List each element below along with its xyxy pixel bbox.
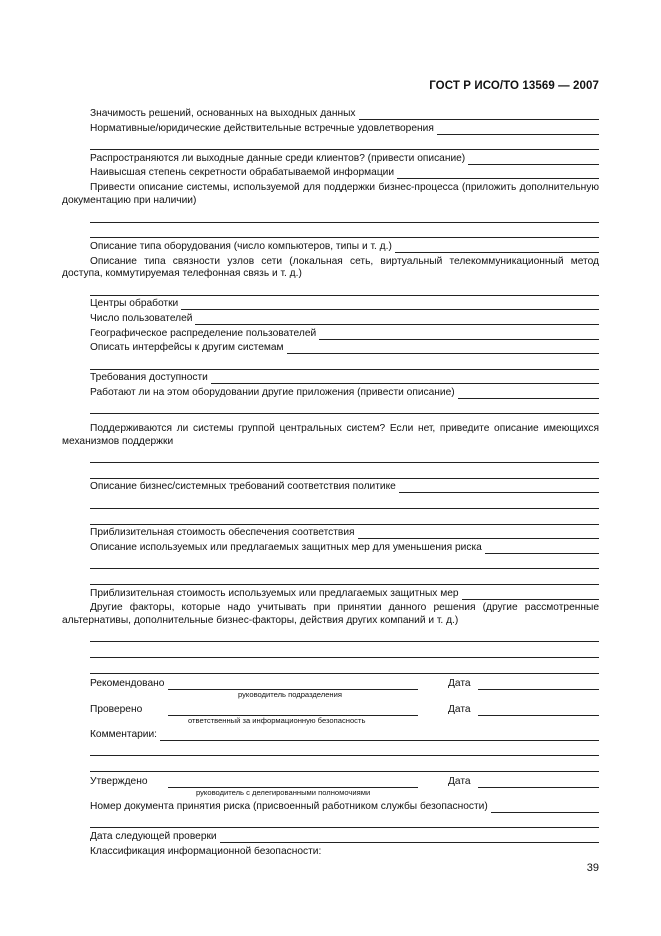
signature-line[interactable] <box>168 778 418 788</box>
field-label: Приблизительная стоимость используемых или предлагаемых защитных мер <box>90 587 459 599</box>
field-label: Нормативные/юридические действительные встречные удовлетворения <box>90 122 434 134</box>
field-geo-distribution <box>62 328 599 340</box>
field-label: Приблизительная стоимость обеспечения соответствия <box>90 527 355 539</box>
blank-line[interactable] <box>90 401 599 414</box>
blank-line[interactable] <box>90 357 599 370</box>
fill-line[interactable] <box>399 483 599 493</box>
page-number: 39 <box>586 862 599 874</box>
fill-line[interactable] <box>468 155 599 165</box>
signature-line[interactable] <box>168 680 418 690</box>
field-central-support: Поддерживаются ли системы группой центральных систем? Если нет, приведите описание имеющихся механизмов поддержки <box>62 423 599 447</box>
fill-line[interactable] <box>181 300 599 310</box>
signature-approved <box>62 776 599 788</box>
field-label: Значимость решений, основанных на выходных данных <box>90 108 356 119</box>
blank-line[interactable] <box>90 466 599 479</box>
fill-line[interactable] <box>211 374 599 384</box>
field-label: Географическое распределение пользователей <box>90 327 317 339</box>
form-content <box>62 108 599 860</box>
field-label: Число пользователей <box>90 312 193 324</box>
field-classification <box>62 846 599 858</box>
blank-line[interactable] <box>90 743 599 756</box>
blank-line[interactable] <box>90 225 599 238</box>
fill-line[interactable] <box>397 169 599 179</box>
fill-line[interactable] <box>358 529 599 539</box>
blank-line[interactable] <box>90 283 599 296</box>
fill-line[interactable] <box>287 344 599 354</box>
blank-line[interactable] <box>90 661 599 674</box>
date-line[interactable] <box>478 778 599 788</box>
field-label: Наивысшая степень секретности обрабатываемой информации <box>90 167 395 179</box>
field-decision-significance <box>62 108 599 120</box>
signature-recommended <box>62 678 599 690</box>
signature-caption: руководитель подразделения <box>238 689 342 699</box>
fill-line[interactable] <box>220 833 599 843</box>
blank-line[interactable] <box>90 815 599 828</box>
signature-line[interactable] <box>168 706 418 716</box>
fill-line[interactable] <box>319 330 599 340</box>
blank-line[interactable] <box>90 556 599 569</box>
field-interfaces <box>62 342 599 354</box>
date-label: Дата <box>448 703 471 715</box>
field-policy-requirements <box>62 481 599 493</box>
field-label: Комментарии: <box>90 728 157 740</box>
signature-checked <box>62 704 599 716</box>
signature-caption: руководитель с делегированными полномочиями <box>196 787 371 797</box>
date-line[interactable] <box>478 680 599 690</box>
field-label: Описать интерфейсы к другим системам <box>90 342 284 354</box>
fill-line[interactable] <box>437 125 599 135</box>
field-label: Привести описание системы, используемой для поддержки бизнес-процесса (приложить дополнительную документацию при наличии) <box>62 181 599 206</box>
fill-line[interactable] <box>359 110 599 120</box>
field-label: Центры обработки <box>90 298 179 310</box>
field-label: Описание используемых или предлагаемых защитных мер для уменьшения риска <box>90 541 482 553</box>
field-user-count <box>62 313 599 325</box>
field-output-distribution <box>62 153 599 165</box>
field-label: Распространяются ли выходные данные среди клиентов? (привести описание) <box>90 152 466 164</box>
date-line[interactable] <box>478 706 599 716</box>
fill-line[interactable] <box>491 803 599 813</box>
field-label: Описание бизнес/системных требований соответствия политике <box>90 481 396 493</box>
field-next-review <box>62 831 599 843</box>
signature-label: Утверждено <box>90 775 148 787</box>
field-network-type: Описание типа связности узлов сети (локальная сеть, виртуальный телекоммуникационный метод доступа, коммутируемая телефонная связь и т. д.) <box>62 255 599 280</box>
date-label: Дата <box>448 775 471 787</box>
fill-line[interactable] <box>462 590 599 600</box>
page-header-standard: ГОСТ Р ИСО/ТО 13569 — 2007 <box>429 80 599 92</box>
blank-line[interactable] <box>90 512 599 525</box>
field-equipment-type <box>62 241 599 253</box>
field-risk-doc-number <box>62 801 599 813</box>
fill-line[interactable] <box>458 389 599 399</box>
field-secrecy-level <box>62 167 599 179</box>
field-label: Номер документа принятия риска (присвоенный работником службы безопасности) <box>90 800 488 812</box>
blank-line[interactable] <box>90 210 599 223</box>
signature-label: Рекомендовано <box>90 677 165 689</box>
field-label: Дата следующей проверки <box>90 830 217 842</box>
field-compliance-cost <box>62 527 599 539</box>
field-system-description <box>62 182 599 207</box>
signature-label: Проверено <box>90 703 143 715</box>
fill-line[interactable] <box>485 544 599 554</box>
blank-line[interactable] <box>90 572 599 585</box>
field-protective-measures <box>62 542 599 554</box>
field-label: Описание типа оборудования (число компьютеров, типы и т. д.) <box>90 240 392 252</box>
field-availability <box>62 372 599 384</box>
field-processing-centers <box>62 298 599 310</box>
field-label: Работают ли на этом оборудовании другие приложения (привести описание) <box>90 386 455 398</box>
fill-line[interactable] <box>160 731 599 741</box>
blank-line[interactable] <box>90 629 599 642</box>
blank-line[interactable] <box>90 496 599 509</box>
blank-line[interactable] <box>90 450 599 463</box>
field-label: Классификация информационной безопасности: <box>90 845 322 857</box>
field-measures-cost <box>62 588 599 600</box>
date-label: Дата <box>448 677 471 689</box>
field-other-apps <box>62 387 599 399</box>
blank-line[interactable] <box>90 645 599 658</box>
blank-line[interactable] <box>90 137 599 150</box>
fill-line[interactable] <box>395 243 599 253</box>
field-comments <box>62 729 599 741</box>
field-other-factors: Другие факторы, которые надо учитывать при принятии данного решения (другие рассмотренные альтернативы, дополнительные бизнес-факторы, действия других компаний и т. д.) <box>62 602 599 626</box>
signature-caption: ответственный за информационную безопасность <box>188 715 366 725</box>
fill-line[interactable] <box>195 315 599 325</box>
field-label: Требования доступности <box>90 372 208 384</box>
field-regulatory <box>62 123 599 135</box>
blank-line[interactable] <box>90 759 599 772</box>
